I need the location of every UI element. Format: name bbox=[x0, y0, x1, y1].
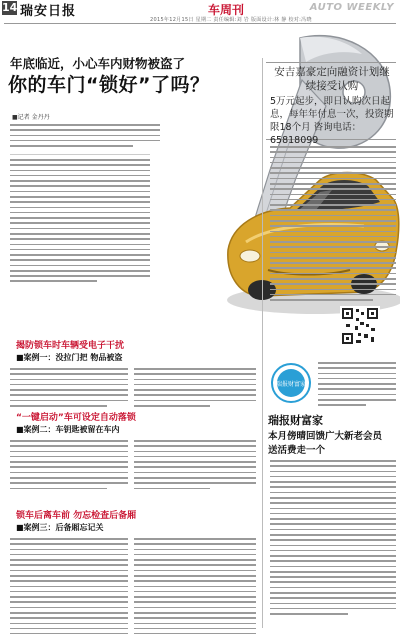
subhead-2: “一键启动”车可设定自动落锁 bbox=[16, 413, 136, 423]
promo-headline: 瑞报财富家 bbox=[268, 414, 323, 427]
article-kicker: 年底临近，小心车内财物被盗了 bbox=[10, 56, 186, 71]
newspaper-name: 瑞安日报 bbox=[20, 4, 77, 19]
subhead-1: 揭防锁车时车辆受电子干扰 bbox=[16, 341, 125, 351]
article-headline: 你的车门“锁好”了吗？ bbox=[8, 74, 210, 96]
ad-description: 5万元起步，即日认购次日起息，每年年付息一次，投资期限18个月 咨询电话：65818099 bbox=[270, 96, 394, 146]
case-2-text-col-2 bbox=[134, 440, 256, 493]
qr-code-icon bbox=[340, 306, 380, 346]
ad-title: 安吉嘉豪定向融资计划继续接受认购 bbox=[274, 66, 390, 92]
right-body-text-1 bbox=[270, 146, 396, 304]
promo-body-text bbox=[270, 460, 396, 618]
advertisement-box bbox=[266, 62, 396, 146]
promo-subheadline-1: 本月傍晴回馈广大新老会员 bbox=[268, 431, 383, 442]
intro-text bbox=[10, 124, 160, 150]
case-1-title: ■案例一：没拉门把 物品被盗 bbox=[16, 353, 123, 362]
section-english-title: AUTO WEEKLY bbox=[309, 2, 394, 13]
masthead bbox=[0, 0, 400, 17]
case-3-title: ■案例三：后备厢忘记关 bbox=[16, 523, 104, 532]
case-1-text-col-1 bbox=[10, 368, 128, 410]
sidebar-text-box bbox=[10, 154, 150, 286]
case-2-text-col-1 bbox=[10, 440, 128, 493]
dateline: 2015年12月15日 星期二 责任编辑:刘 岩 版面设计:林 静 校对:冯晓 bbox=[150, 17, 312, 23]
wealth-club-badge bbox=[270, 362, 312, 404]
badge-text: 瑞报财富家 bbox=[275, 381, 307, 388]
case-1-text-col-2 bbox=[134, 368, 256, 410]
case-2-title: ■案例二：车钥匙被留在车内 bbox=[16, 425, 120, 434]
promo-subheadline-2: 送活费走一个 bbox=[268, 445, 326, 456]
right-body-text-2 bbox=[318, 362, 396, 410]
page-number: 14 bbox=[2, 1, 18, 14]
subhead-3: 锁车后离车前 勿忘检查后备厢 bbox=[16, 511, 137, 521]
case-3-text-col-1 bbox=[10, 538, 128, 634]
case-3-text-col-2 bbox=[134, 538, 256, 634]
section-title: 车周刊 bbox=[208, 3, 245, 17]
article-byline: ■记者 金丹丹 bbox=[12, 114, 50, 121]
column-divider bbox=[262, 58, 263, 628]
